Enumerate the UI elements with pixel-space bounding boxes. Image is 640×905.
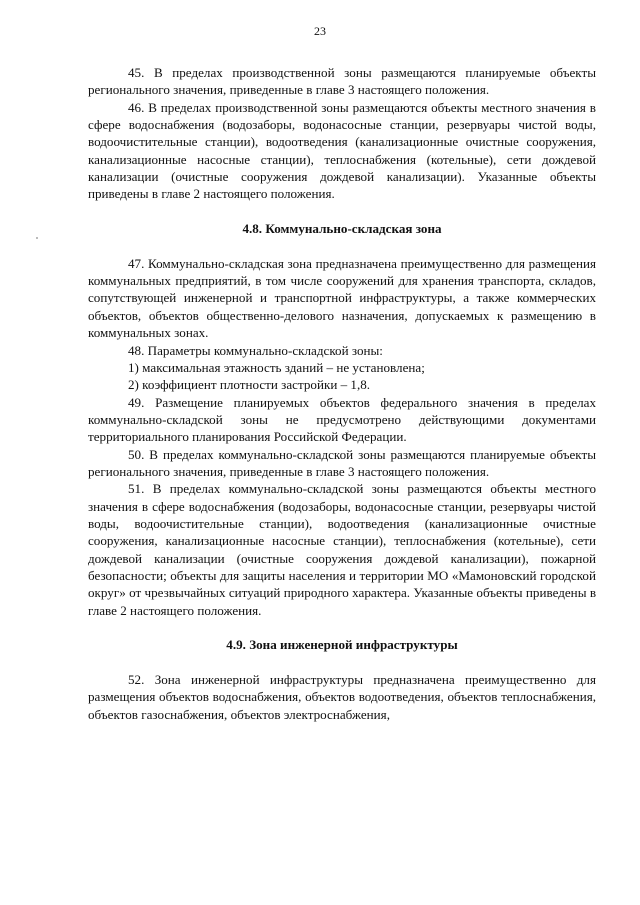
spacer <box>88 654 596 671</box>
scan-speck <box>36 237 38 239</box>
paragraph-48-item-1: 1) максимальная этажность зданий – не установлена; <box>128 359 425 375</box>
paragraph-52: 52. Зона инженерной инфраструктуры предназначена преимущественно для размещения объектов водоснабжения, объектов водоотведения, объектов теплоснабжения, объектов газоснабжения, объектов электроснабжения, <box>88 672 596 722</box>
page-number: 23 <box>314 24 326 38</box>
spacer <box>88 203 596 220</box>
paragraph-50: 50. В пределах коммунально-складской зоны размещаются планируемые объекты регионального значения, приведенные в главе 3 настоящего положения. <box>88 446 596 479</box>
paragraph-47: 47. Коммунально-складская зона предназначена преимущественно для размещения коммунальных предприятий, в том числе сооружений для хранения транспорта, складов, сопутствующей инженерной и транспортной инфраструктуры, а также коммерческих объектов, объектов общественно-делового назначения, допускаемых к размещению в коммунальных зонах. <box>88 255 596 341</box>
paragraph-49: 49. Размещение планируемых объектов федерального значения в пределах коммунально-складской зоны не предусмотрено действующими документами территориального планирования Российской Федерации. <box>88 394 596 445</box>
paragraph-48-item-2: 2) коэффициент плотности застройки – 1,8. <box>128 377 371 393</box>
section-heading-4-8: 4.8. Коммунально-складская зона <box>242 221 442 237</box>
paragraph-48: 48. Параметры коммунально-складской зоны: <box>128 342 383 358</box>
paragraph-51: 51. В пределах коммунально-складской зоны размещаются объекты местного значения в сфере водоснабжения (водозаборы, водонасосные станции, резервуары чистой воды, водоочистительные станции), водоотведения (канализационные очистные сооружения, канализационные насосные станции), теплоснабжения (котельные), сети дождевой канализации (очистные сооружения дождевой канализации), пожарной безопасности; объекты для защиты населения и территории МО «Мамоновский городской округ» от чрезвычайных ситуаций природного характера. Указанные объекты приведены в главе 2 настоящего положения. <box>88 481 596 618</box>
spacer <box>88 237 596 254</box>
paragraph-45: 45. В пределах производственной зоны размещаются планируемые объекты регионального значения, приведенные в главе 3 настоящего положения. <box>88 65 596 98</box>
paragraph-46: 46. В пределах производственной зоны размещаются объекты местного значения в сфере водоснабжения (водозаборы, водонасосные станции, резервуары чистой воды, водоочистительные станции), водоотведения (канализационные очистные сооружения, канализационные насосные станции), теплоснабжения (котельные), сети дождевой канализации (очистные сооружения дождевой канализации). Указанные объекты приведены в главе 2 настоящего положения. <box>88 99 596 202</box>
spacer <box>88 619 596 636</box>
section-heading-4-9: 4.9. Зона инженерной инфраструктуры <box>226 637 458 653</box>
page-body <box>88 64 596 723</box>
